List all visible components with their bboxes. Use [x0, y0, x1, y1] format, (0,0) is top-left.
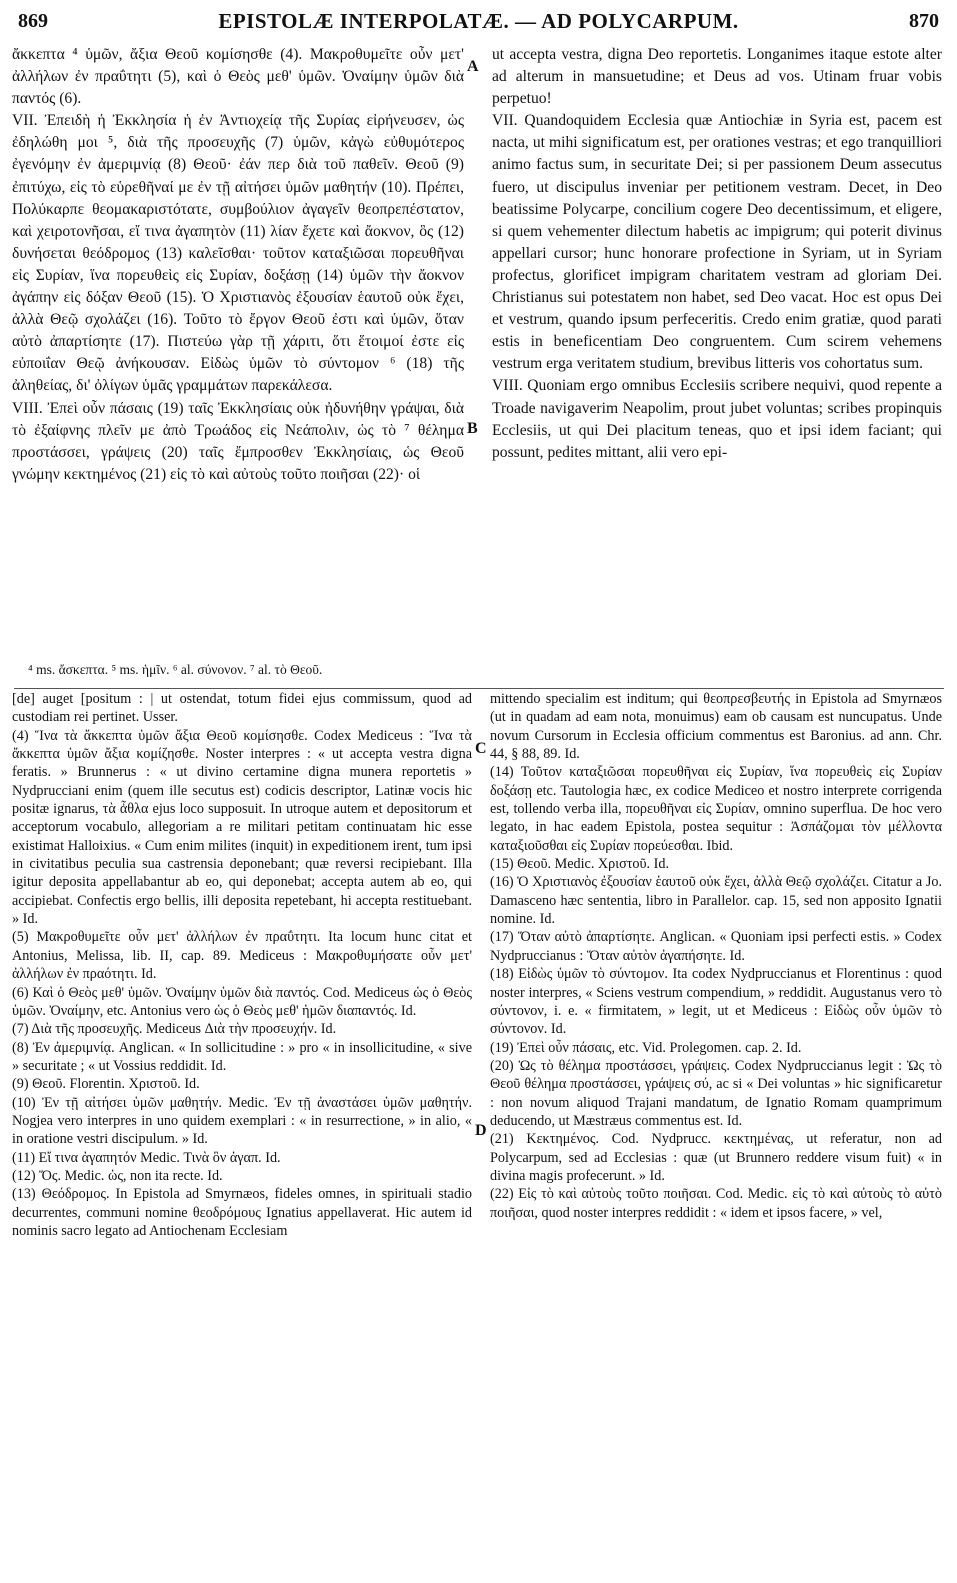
note-paragraph: (18) Εἰδὼς ὑμῶν τὸ σύντομον. Ita codex Nydpruccianus et Florentinus : quod noster interpres, « Sciens vestrum compendium, » reddidit. Augustanus vero τὸ σύντονον, i. e. « firmitatem, » legit, ut et Mediceus : Εἰδὼς οὖν ὑμῶν τὸ σύντονον. Id. [490, 966, 942, 1038]
margin-marker-b: B [467, 420, 478, 437]
note-paragraph: (14) Τοῦτον καταξιῶσαι πορευθῆναι εἰς Συρίαν, ἵνα πορευθεὶς εἰς Συρίαν δοξάσῃ etc. Tautologia hæc, ex codice Mediceo et nostro interprete corrigenda est, tollendo verba illa, πορευθῆναι εἰς Συρίαν, omnino superflua. De hoc vero legato, in hac eadem Epistola, postea sequitur : Ἀσπάζομαι τὸν μέλλοντα καταξιοῦσθαι εἰς Συρίαν πορεύεσθαι. Ibid. [490, 764, 942, 854]
note-paragraph: (11) Εἴ τινα ἀγαπητόν Medic. Τινὰ ὃν ἀγαπ. Id. [12, 1149, 281, 1166]
note-paragraph: (5) Μακροθυμεῖτε οὖν μετ' ἀλλήλων ἐν πραΰτητι. Ita locum hunc citat et Antonius, Melissa, lib. II, cap. 89. Mediceus : Μακροθυμήσατε οὖν μετ' ἀλλήλων ἐν πραότητι. Id. [12, 929, 472, 983]
notes-left-column [12, 690, 472, 1240]
note-paragraph: (22) Εἰς τὸ καὶ αὐτοὺς τοῦτο ποιῆσαι. Cod. Medic. εἰς τὸ καὶ αὐτοὺς τὸ αὐτὸ ποιῆσαι, quod noster interpres reddidit : « idem et ipsos facere, » vel, [490, 1186, 942, 1221]
note-paragraph: (8) Ἐν ἀμεριμνίᾳ. Anglican. « In sollicitudine : » pro « in insollicitudine, « sive » securitate ; « ut Vossius reddidit. Id. [12, 1039, 472, 1074]
page-number-right: 870 [908, 9, 939, 32]
note-paragraph: (16) Ὁ Χριστιανὸς ἐξουσίαν ἑαυτοῦ οὐκ ἔχει, ἀλλὰ Θεῷ σχολάζει. Citatur a Jo. Damasceno hæc sententia, libro in Parallelor. cap. 15, sed non apposito Ignatii nomine. Id. [490, 874, 942, 928]
note-paragraph: (9) Θεοῦ. Florentin. Χριστοῦ. Id. [12, 1076, 200, 1093]
margin-marker-d: D [475, 1122, 487, 1139]
note-paragraph: (4) Ἵνα τὰ ἄκκεπτα ὑμῶν ἄξια Θεοῦ κομίσησθε. Codex Mediceus : Ἵνα τὰ ἄκκεπτα ὑμῶν ἄξια κομίζησθε. Noster interpres : « ut accepta vestra digna feratis. » Brunnerus : « ut divino certamine digna munera reportetis » Nydprucciani enim (quem ille secutus est) codicis descriptor, Latinæ vocis hic positæ ignarus, τὰ ἆθλα ejus loco supposuit. In utroque autem et depositorum et acceptorum vocabulo, allegoriam a re militari petitam continuatam hic esse existimat Halloixius. « Cum enim milites (inquit) in expeditionem irent, tum ipsi in civitatibus peculia sua castrensia deponebant; quæ reversi recipiebant. Illa igitur deposita appellabantur ab eo, qui deponebat; accepta autem ab eo, qui accipiebat. Confectis ergo bellis, illi deposita repetebant, hi accepta restituebant. » Id. [12, 727, 472, 928]
note-paragraph: (10) Ἐν τῇ αἰτήσει ὑμῶν μαθητήν. Medic. Ἐν τῇ ἀναστάσει ὑμῶν μαθητήν. Nogjea vero interpres in uno quidem exemplari : « in resurrectione, » in alio, « in oratione vestri discipulum. » Id. [12, 1094, 472, 1148]
greek-paragraph: VII. Ἐπειδὴ ἡ Ἐκκλησία ἡ ἐν Ἀντιοχείᾳ τῆς Συρίας εἰρήνευσεν, ὡς ἐδηλώθη μοι ⁵, διὰ τῆς προσευχῆς (7) ὑμῶν, κἀγὼ εὐθυμότερος ἐγενόμην ἐν ἀμεριμνίᾳ (8) Θεοῦ· ἐάν περ διὰ τοῦ παθεῖν. Θεοῦ (9) ἐπιτύχω, εἰς τὸ εὑρεθῆναί με ἐν τῇ αἰτήσει ὑμῶν μαθητήν (10). Πρέπει, Πολύκαρπε θεομακαριστότατε, συμβούλιον ἀγαγεῖν θεοπρεπέστατον, καὶ χειροτονῆσαι, εἴ τινα ἀγαπητὸν (11) λίαν ἔχετε καὶ ἄοκνον, ὃς (12) δυνήσεται θεόδρομος (13) καλεῖσθαι· τοῦτον καταξιῶσαι πορευθῆναι εἰς Συρίαν, ἵνα πορευθεὶς εἰς Συρίαν, δοξάσῃ (14) ὑμῶν τὴν ἄοκνον ἀγάπην εἰς δόξαν Θεοῦ (15). Ὁ Χριστιανὸς ἐξουσίαν ἑαυτοῦ οὐκ ἔχει, ἀλλὰ Θεῷ σχολάζει (16). Τοῦτο τὸ ἔργον Θεοῦ ἐστι καὶ ὑμῶν, ὅταν αὐτὸ ἀπαρτίσητε (17). Πιστεύω γὰρ τῇ χάριτι, ὅτι ἕτοιμοί ἐστε εἰς εὐποιΐαν Θεῷ ἀνήκουσαν. Εἰδὼς ὑμῶν τὸ σύντομον ⁶ (18) τῆς ἀληθείας, δι' ὀλίγων ὑμᾶς γραμμάτων παρεκάλεσα. [12, 112, 464, 395]
page-number-left: 869 [18, 9, 48, 32]
greek-footnotes: ⁴ ms. ἄσκεπτα. ⁵ ms. ἡμῖν. ⁶ al. σύνονον. ⁷ al. τὸ Θεοῦ. [28, 662, 323, 677]
latin-paragraph: ut accepta vestra, digna Deo reportetis. Longanimes itaque estote alter ad alterum in mansuetudine; et Deus ad vos. Utinam fruar vobis perpetuo! [492, 46, 942, 108]
note-paragraph: (21) Κεκτημένος. Cod. Nydprucc. κεκτημένας, ut referatur, non ad Polycarpum, sed ad Ecclesias : quæ (ut Brunnero reddere visum fuit) « in divina magis profecerunt. » Id. [490, 1131, 942, 1184]
latin-text-column [492, 44, 942, 464]
note-paragraph: (19) Ἐπεὶ οὖν πάσαις, etc. Vid. Prolegomen. cap. 2. Id. [490, 1039, 802, 1056]
margin-marker-c: C [475, 740, 487, 757]
running-title: EPISTOLÆ INTERPOLATÆ. — AD POLYCARPUM. [218, 8, 739, 33]
section-divider [14, 688, 944, 689]
greek-text-column [12, 44, 464, 486]
margin-marker-a: A [467, 58, 479, 75]
notes-right-column [490, 690, 942, 1222]
note-paragraph: (15) Θεοῦ. Medic. Χριστοῦ. Id. [490, 856, 670, 873]
page-header [18, 6, 939, 36]
note-paragraph: (17) Ὅταν αὐτὸ ἀπαρτίσητε. Anglican. « Quoniam ipsi perfecti estis. » Codex Nydpruccianus : Ὅταν αὐτὸν ἀγαπήσητε. Id. [490, 929, 942, 964]
greek-paragraph: VIII. Ἐπεὶ οὖν πάσαις (19) ταῖς Ἐκκλησίαις οὐκ ἠδυνήθην γράψαι, διὰ τὸ ἐξαίφνης πλεῖν με ἀπὸ Τρωάδος εἰς Νεάπολιν, ὡς τὸ ⁷ θέλημα προστάσσει, γράψεις (20) ταῖς ἔμπροσθεν Ἐκκλησίαις, ὡς Θεοῦ γνώμην κεκτημένος (21) εἰς τὸ καὶ αὐτοὺς τοῦτο ποιῆσαι (22)· οἱ [12, 399, 464, 483]
note-paragraph: (13) Θεόδρομος. In Epistola ad Smyrnæos, fideles omnes, in spirituali stadio decurrentes, communi nomine θεοδρόμους Ignatius appellaverat. Hic autem id nominis sacro legato ad Antiochenam Ecclesiam [12, 1186, 472, 1239]
note-paragraph: (6) Καὶ ὁ Θεὸς μεθ' ὑμῶν. Ὀναίμην ὑμῶν διὰ παντός. Cod. Mediceus ὡς ὁ Θεὸς ὑμῶν. Ὀναίμην, etc. Antonius vero ὡς ὁ Θεὸς μεθ' ἡμῶν διαπαντός. Id. [12, 984, 472, 1019]
note-paragraph: (12) Ὅς. Medic. ὡς, non ita recte. Id. [12, 1167, 223, 1184]
note-paragraph: (7) Διὰ τῆς προσευχῆς. Mediceus Διὰ τὴν προσευχήν. Id. [12, 1021, 337, 1038]
latin-paragraph: VII. Quandoquidem Ecclesia quæ Antiochiæ in Syria est, pacem est nacta, ut mihi significatum est, per orationes vestras; et ego tranquilliori animo factus sum, in securitate Dei; si per passionem Deum assecutus fuero, ut discipulus inveniar per petitionem vestram. Decet, in Deo beatissime Polycarpe, concilium cogere Deo decentissimum, et eligere, si quem vehementer dilectum habetis ac impigrum; qui poterit divinus appellari cursor; hunc honorare profectione in Syriam, ut in Syriam profectus, glorificet impigram charitatem vestram ad gloriam Dei. Christianus sui potestatem non habet, sed Deo vacat. Hoc est opus Dei et vestrum, quando ipsum perfeceritis. Credo enim gratiæ, quod parati estis in beneficentiam Deo congruentem. Cum scirem vehemens vestrum erga veritatem studium, brevibus litteris vos cohortatus sum. [492, 112, 942, 373]
note-paragraph: [de] auget [positum : | ut ostendat, totum fidei ejus commissum, quod ad custodiam rei pertinet. Usser. [12, 691, 472, 726]
greek-paragraph: ἄκκεπτα ⁴ ὑμῶν, ἄξια Θεοῦ κομίσησθε (4). Μακροθυμεῖτε οὖν μετ' ἀλλήλων ἐν πραΰτητι (5), καὶ ὁ Θεὸς μεθ' ὑμῶν. Ὀναίμην ὑμῶν διὰ παντός (6). [12, 46, 464, 108]
latin-paragraph: VIII. Quoniam ergo omnibus Ecclesiis scribere nequivi, quod repente a Troade navigaverim Neapolim, prout jubet voluntas; scribes propinquis Ecclesiis, ut qui Dei placitum teneas, quo et ipsi idem faciant; qui possunt, pedites mittant, alii vero epi- [492, 377, 942, 461]
note-paragraph: mittendo specialim est inditum; qui θεοπρεσβευτής in Epistola ad Smyrnæos (ut in quadam ad eam nota, monuimus) eam ob causam est nuncupatus. Unde novum Cursorum in Ecclesia officium commentus est Baronius. ad ann. Chr. 44, § 88, 89. Id. [490, 691, 942, 763]
note-paragraph: (20) Ὡς τὸ θέλημα προστάσσει, γράψεις. Codex Nydpruccianus legit : Ὡς τὸ Θεοῦ θέλημα προστάσσει, γράψεις σύ, ac si « Dei voluntas » hic significaretur : non novum aliquod Trajani mandatum, de Ignatio Romam quamprimum deducendo, ut Mæstræus commentus est. Id. [490, 1057, 942, 1129]
